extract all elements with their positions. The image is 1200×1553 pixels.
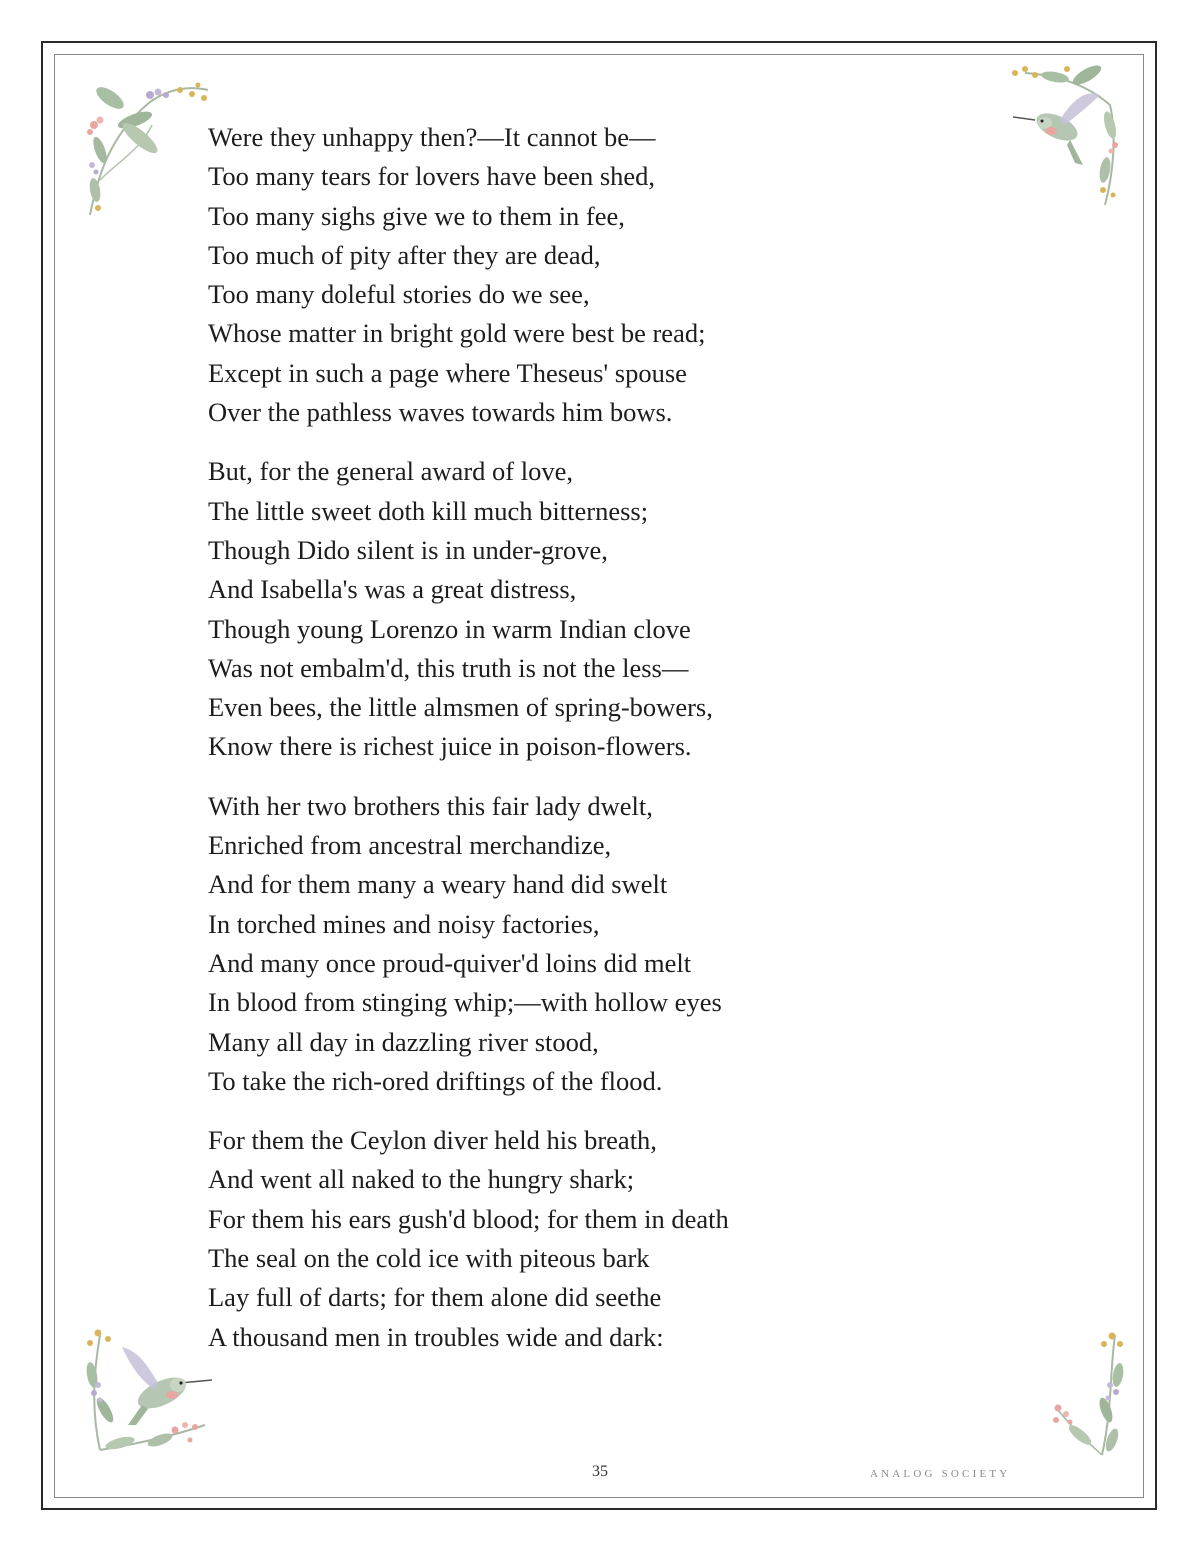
poem-line: Too many sighs give we to them in fee, [208, 200, 625, 231]
hummingbird-icon [80, 1325, 220, 1460]
poem-line: For them his ears gush'd blood; for them in death [208, 1203, 729, 1234]
poem-line: Over the pathless waves towards him bows. [208, 397, 673, 428]
publisher-brand: ANALOG SOCIETY [870, 1468, 1011, 1480]
poem-line: Lay full of darts; for them alone did seethe [208, 1282, 662, 1313]
poem-line: The seal on the cold ice with piteous bark [208, 1243, 650, 1274]
poem-line: And for them many a weary hand did swelt [208, 869, 668, 900]
poem-line: Were they unhappy then?—It cannot be— [208, 122, 656, 152]
poem-line: Even bees, the little almsmen of spring-bowers, [208, 692, 713, 723]
poem-body [208, 118, 948, 1377]
poem-line: Many all day in dazzling river stood, [208, 1026, 599, 1057]
stanza-1 [208, 118, 948, 432]
poem-line: A thousand men in troubles wide and dark: [208, 1321, 664, 1352]
stanza-3 [208, 787, 948, 1101]
hummingbird-corner-top-right [1005, 65, 1125, 210]
poem-line: Whose matter in bright gold were best be read; [208, 318, 706, 349]
poem-line: Know there is richest juice in poison-flowers. [208, 731, 692, 762]
poem-line: For them the Ceylon diver held his breath, [208, 1125, 657, 1156]
poem-line: The little sweet doth kill much bitterness; [208, 495, 649, 526]
floral-corner-top-left [80, 80, 220, 220]
poem-line: Too many tears for lovers have been shed, [208, 161, 656, 192]
poem-line: Except in such a page where Theseus' spouse [208, 357, 687, 388]
floral-sprig-icon [80, 80, 220, 220]
poem-line: And went all naked to the hungry shark; [208, 1164, 635, 1195]
poem-line: With her two brothers this fair lady dwelt, [208, 790, 653, 821]
stanza-2 [208, 452, 948, 766]
poem-line: And Isabella's was a great distress, [208, 574, 577, 605]
poem-line: But, for the general award of love, [208, 456, 573, 487]
floral-corner-bottom-right [1040, 1330, 1125, 1460]
poem-line: And many once proud-quiver'd loins did melt [208, 947, 692, 978]
poem-line: Though young Lorenzo in warm Indian clove [208, 613, 691, 644]
page-number: 35 [592, 1463, 608, 1480]
stanza-4 [208, 1121, 948, 1357]
hummingbird-corner-bottom-left [80, 1325, 220, 1460]
poem-line: Too much of pity after they are dead, [208, 239, 601, 270]
poem-line: Too many doleful stories do we see, [208, 279, 590, 310]
poem-line: Though Dido silent is in under-grove, [208, 534, 608, 565]
poem-line: In torched mines and noisy factories, [208, 908, 600, 939]
poem-line: To take the rich-ored driftings of the flood. [208, 1065, 663, 1096]
poem-line: Was not embalm'd, this truth is not the less— [208, 652, 689, 683]
hummingbird-icon [1005, 65, 1125, 210]
poem-line: In blood from stinging whip;—with hollow eyes [208, 987, 722, 1018]
floral-sprig-icon [1040, 1330, 1125, 1460]
poem-line: Enriched from ancestral merchandize, [208, 830, 612, 861]
